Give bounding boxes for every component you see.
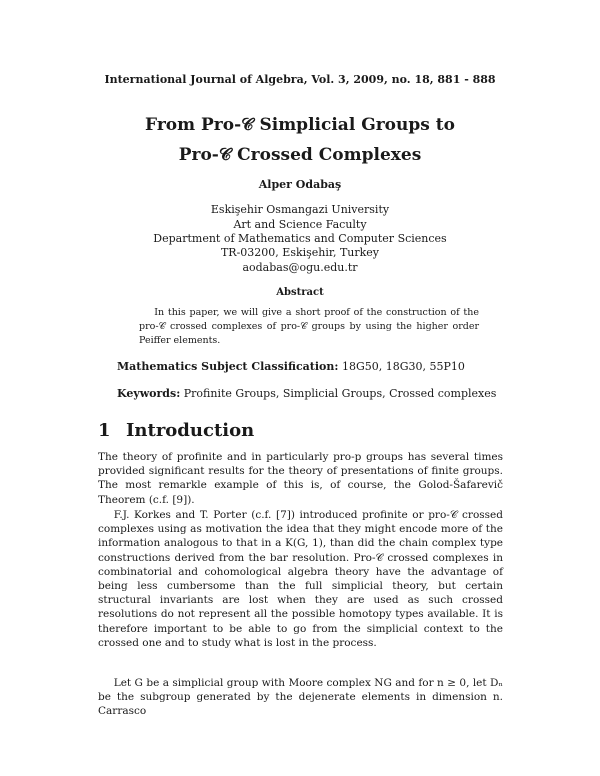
affiliation-address: TR-03200, Eskişehir, Turkey (220, 246, 380, 259)
author-email: aodabas@ogu.edu.tr (242, 261, 358, 274)
section-number: 1 (98, 420, 111, 441)
keywords-label: Keywords: (117, 387, 181, 400)
affiliation-faculty: Art and Science Faculty (233, 218, 367, 231)
section-title: Introduction (126, 420, 255, 441)
title-line-2: Pro-𝒞 Crossed Complexes (178, 145, 422, 165)
keywords-value: Profinite Groups, Simplicial Groups, Crossed complexes (183, 387, 497, 400)
msc-label: Mathematics Subject Classification: (117, 360, 339, 373)
abstract-text: In this paper, we will give a short proof of the construction of the pro-𝒞 crossed complexes of pro-𝒞 groups by using the higher order Peiffer elements. (139, 307, 479, 346)
title-line-1: From Pro-𝒞 Simplicial Groups to (145, 115, 455, 135)
affiliation-department: Department of Mathematics and Computer Sciences (153, 232, 447, 245)
keywords-line (117, 387, 496, 400)
paragraph-3: Let G be a simplicial group with Moore complex NG and for n ≥ 0, let Dₙ be the subgroup generated by the dejenerate elements in dimension n. Carrasco (98, 677, 503, 718)
section-heading (98, 420, 254, 441)
paragraph-2: F.J. Korkes and T. Porter (c.f. [7]) introduced profinite or pro-𝒞 crossed complexes using as motivation the idea that they might encode more of the information analogous to that in a K(G, 1), than did the chain complex type constructions derived from the bar resolution. Pro-𝒞 crossed complexes in combinatorial and cohomological algebra theory have the advantage of being less cumbersome than the full simplicial theory, but certain structural invariants are lost when they are used as such crossed resolutions do not represent all the possible homotopy types available. It is therefore important to be able to go from the simplicial context to the crossed one and to study what is lost in the process. (98, 509, 503, 649)
abstract-heading: Abstract (276, 287, 324, 298)
paragraph-1: The theory of profinite and in particularly pro-p groups has several times provided significant results for the theory of presentations of finite groups. The most remarkle example of this is, of course, the Golod-Šafarevič Theorem (c.f. [9]). (98, 451, 503, 506)
author-name: Alper Odabaş (258, 178, 342, 191)
msc-line (117, 360, 465, 373)
msc-value: 18G50, 18G30, 55P10 (341, 360, 465, 373)
journal-header: International Journal of Algebra, Vol. 3, 2009, no. 18, 881 - 888 (104, 73, 496, 86)
affiliation-university: Eskişehir Osmangazi University (210, 203, 390, 216)
